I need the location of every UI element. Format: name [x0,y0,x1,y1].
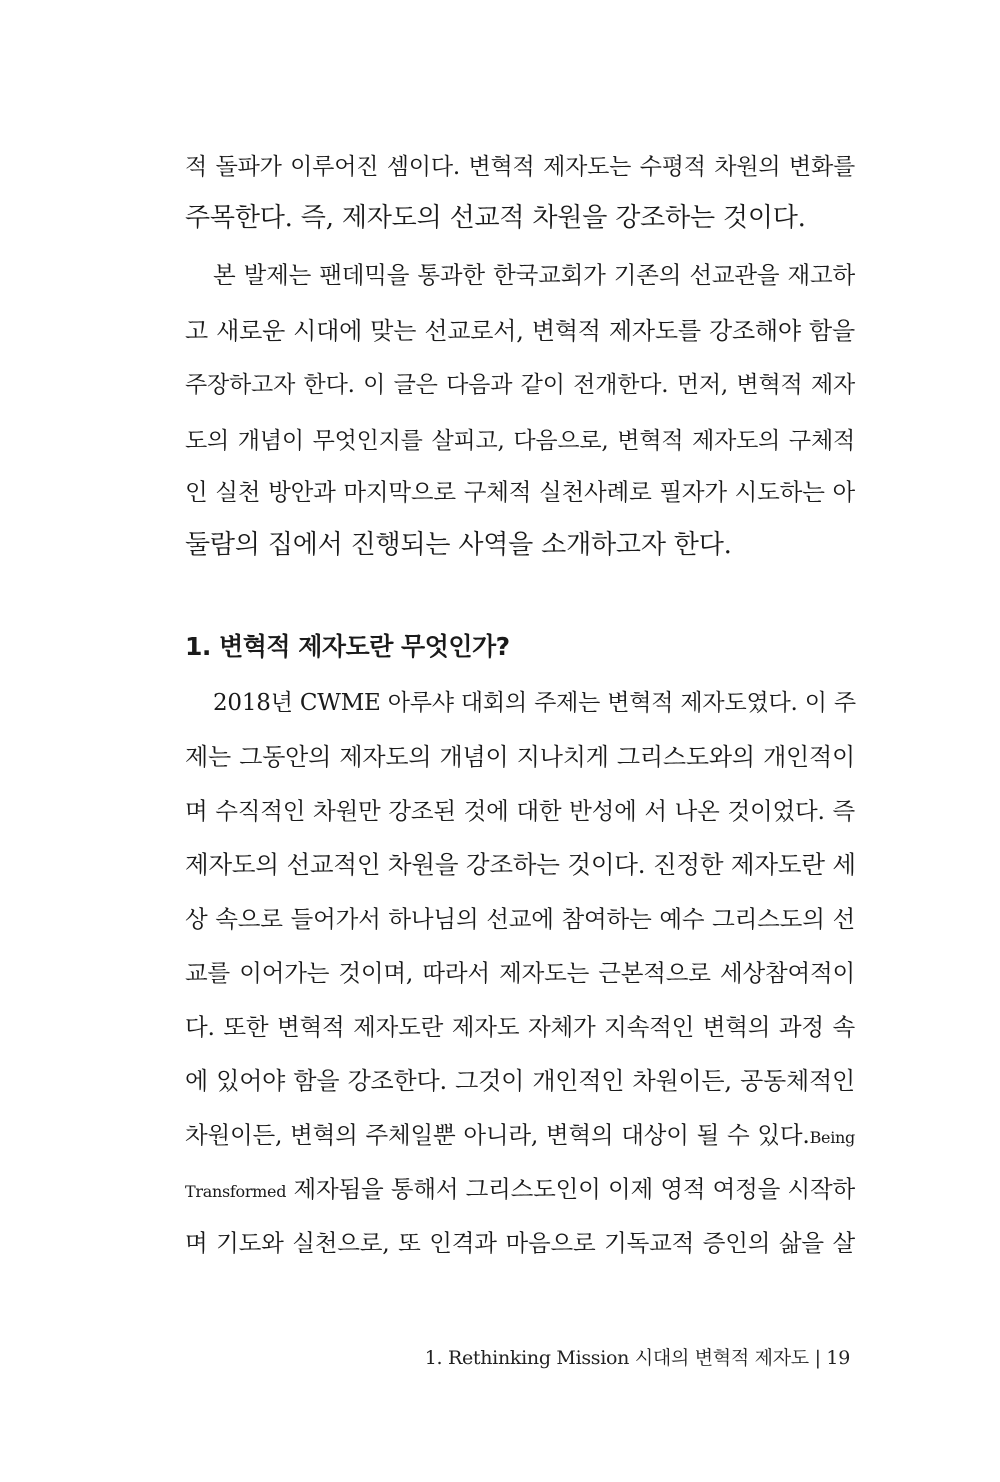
body-line: 주목한다. 즉, 제자도의 선교적 차원을 강조하는 것이다. [185,203,806,233]
footer-separator: | [814,1347,821,1369]
page-number: 19 [826,1347,850,1369]
body-line [185,1172,855,1209]
body-text: 차원이든, 변혁의 주체일뿐 아니라, 변혁의 대상이 될 수 있다. [185,1121,810,1149]
section-heading: 1. 변혁적 제자도란 무엇인가? [185,632,510,661]
body-line: 2018년 CWME 아루샤 대회의 주제는 변혁적 제자도였다. 이 주 [213,690,856,716]
body-line: 에 있어야 함을 강조한다. 그것이 개인적인 차원이든, 공동체적인 [185,1067,855,1095]
body-line: 제자도의 선교적인 차원을 강조하는 것이다. 진정한 제자도란 세 [185,850,856,879]
body-line: 본 발제는 팬데믹을 통과한 한국교회가 기존의 선교관을 재고하 [213,261,855,289]
body-line: 둘람의 집에서 진행되는 사역을 소개하고자 한다. [185,530,732,560]
body-line: 도의 개념이 무엇인지를 살피고, 다음으로, 변혁적 제자도의 구체적 [185,428,855,454]
body-line: 다. 또한 변혁적 제자도란 제자도 자체가 지속적인 변혁의 과정 속 [185,1013,855,1041]
body-text: 제자됨을 통해서 그리스도인이 이제 영적 여정을 시작하 [286,1175,855,1203]
body-line [185,1118,855,1155]
body-line: 고 새로운 시대에 맞는 선교로서, 변혁적 제자도를 강조해야 함을 [185,317,855,345]
running-title: 1. Rethinking Mission 시대의 변혁적 제자도 [424,1347,809,1369]
body-line: 적 돌파가 이루어진 셈이다. 변혁적 제자도는 수평적 차원의 변화를 [185,154,855,180]
body-line: 며 기도와 실천으로, 또 인격과 마음으로 기독교적 증인의 삶을 살 [185,1229,855,1257]
body-line: 주장하고자 한다. 이 글은 다음과 같이 전개한다. 먼저, 변혁적 제자 [185,372,855,398]
body-line: 상 속으로 들어가서 하나님의 선교에 참여하는 예수 그리스도의 선 [185,905,855,933]
body-line: 교를 이어가는 것이며, 따라서 제자도는 근본적으로 세상참여적이 [185,959,855,987]
page-footer [425,1345,850,1371]
english-term: Being [809,1128,855,1147]
body-line: 제는 그동안의 제자도의 개념이 지나치게 그리스도와의 개인적이 [185,743,855,771]
english-term: Transformed [185,1182,287,1201]
body-line: 인 실천 방안과 마지막으로 구체적 실천사례로 필자가 시도하는 아 [185,478,855,506]
body-line: 며 수직적인 차원만 강조된 것에 대한 반성에 서 나온 것이었다. 즉 [185,797,855,825]
